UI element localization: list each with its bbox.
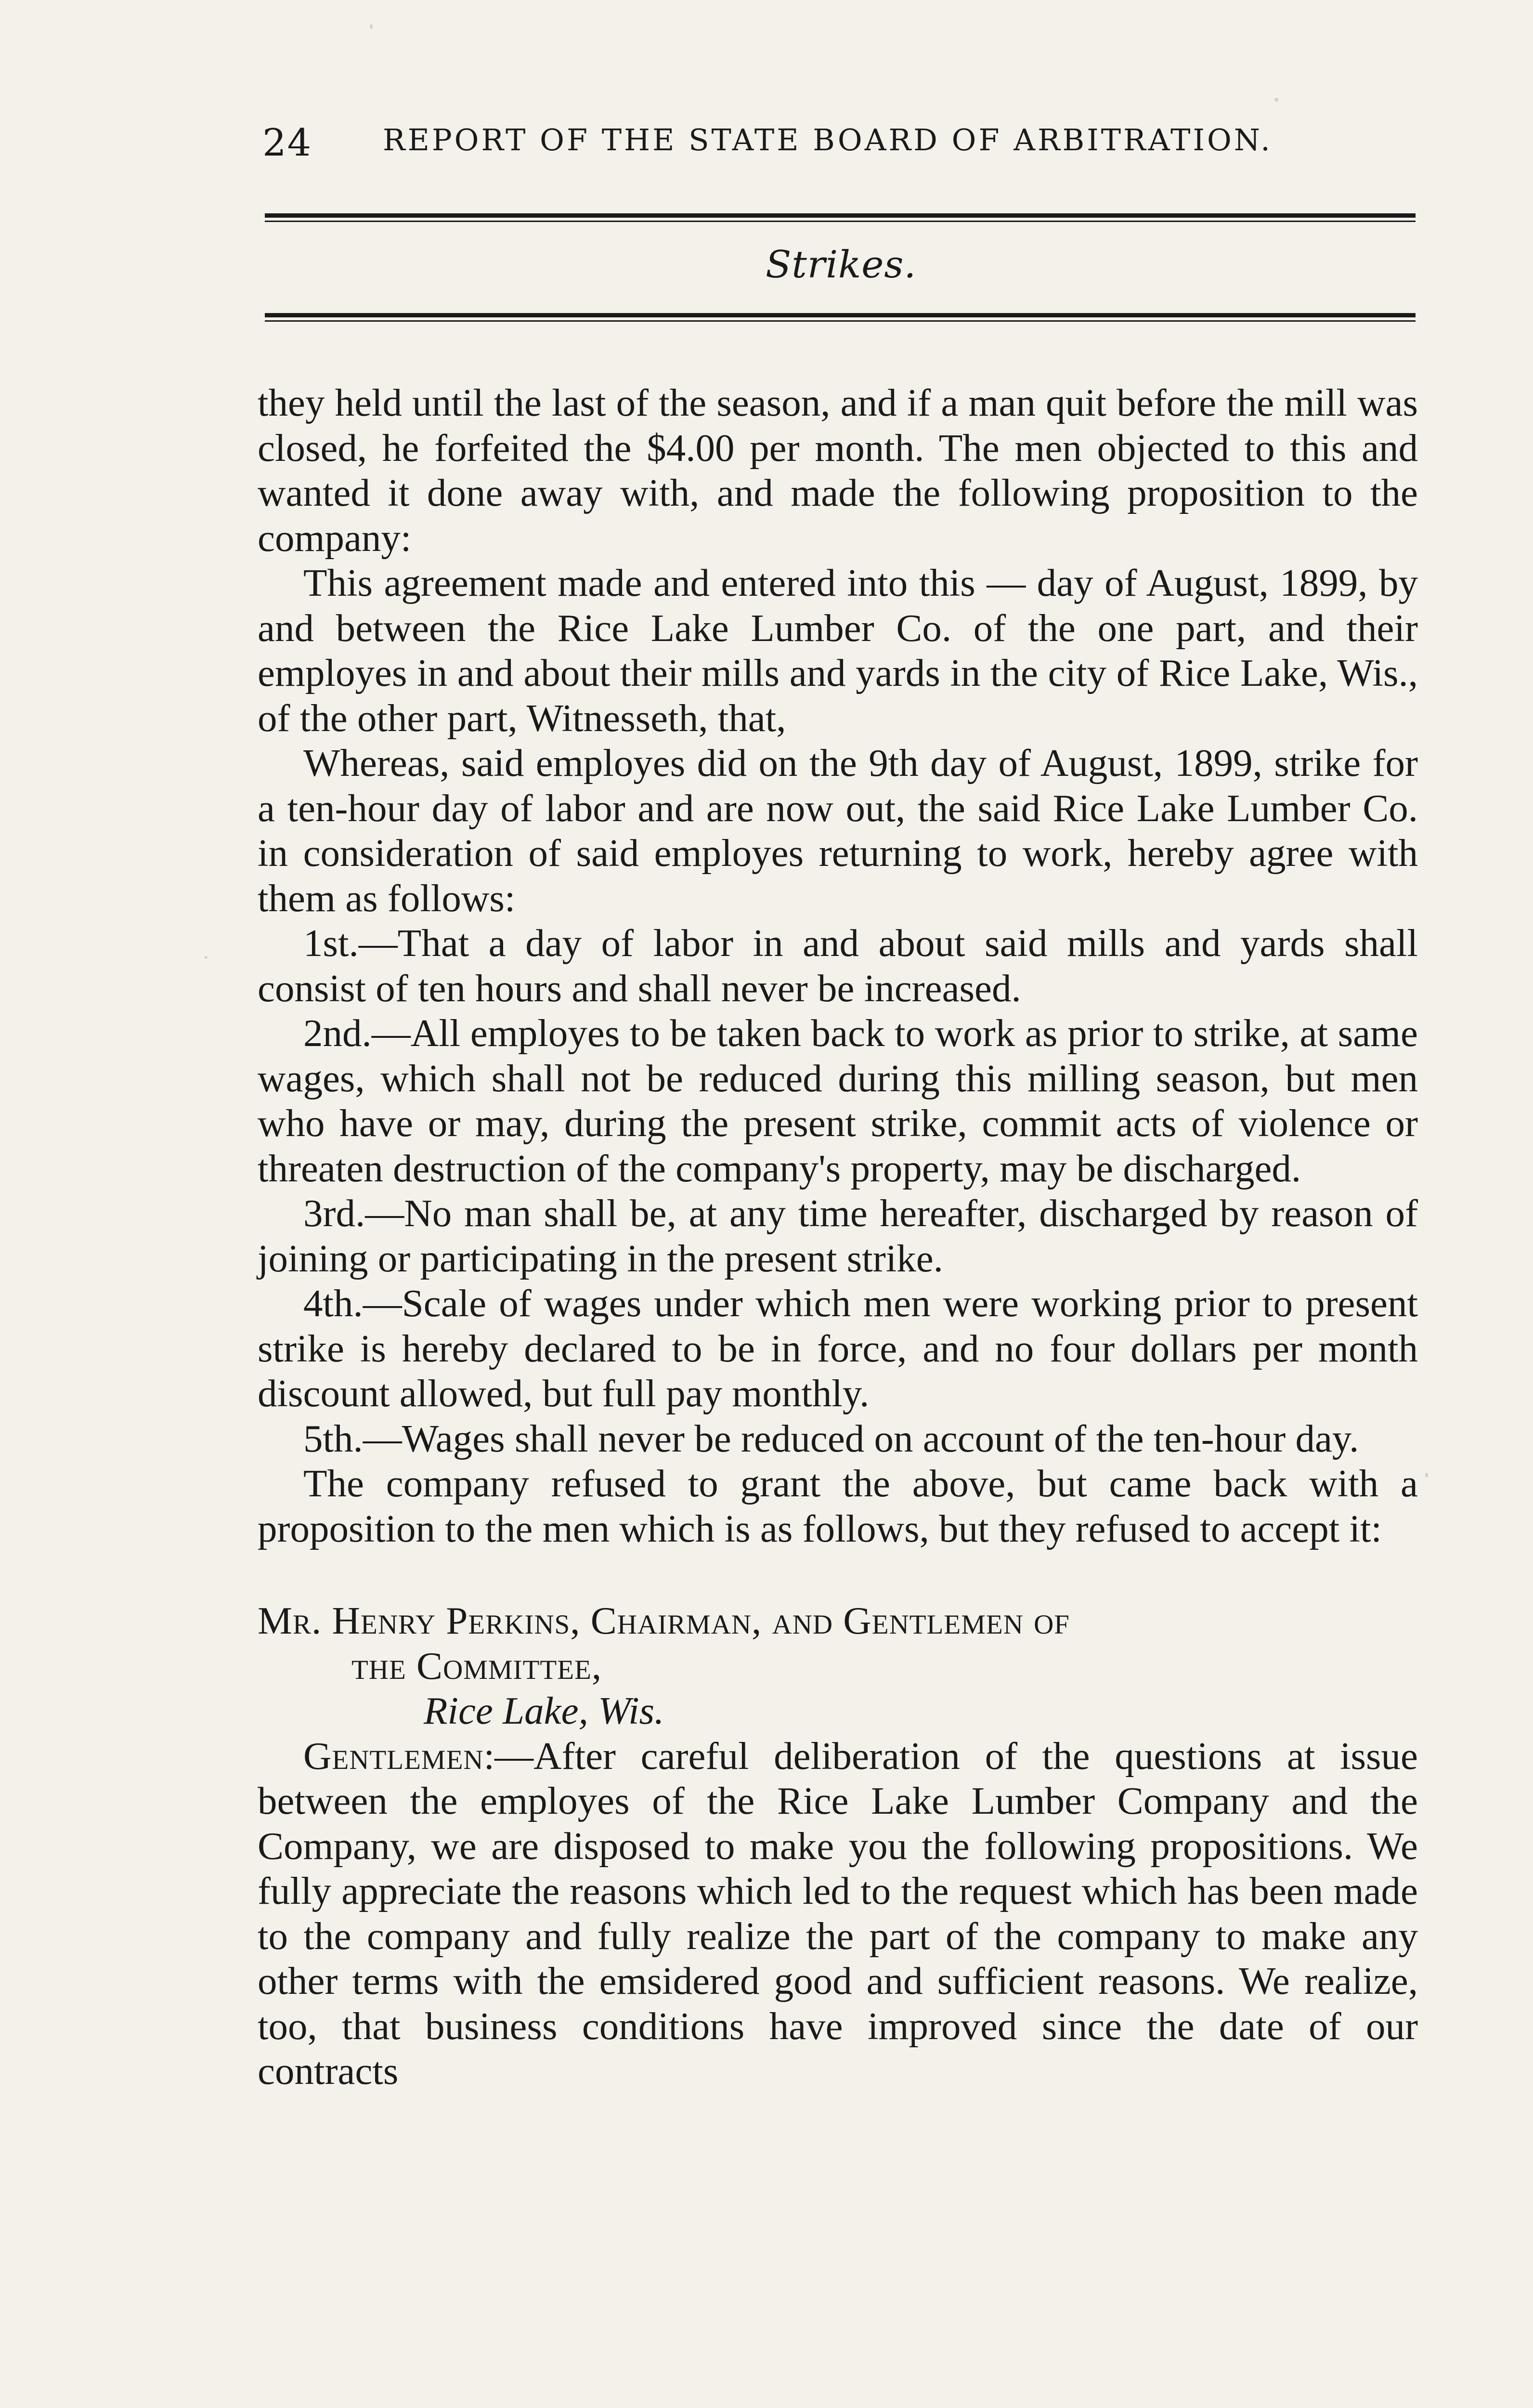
paragraph-spacer (258, 1551, 1418, 1598)
header-rule-top (265, 213, 1416, 218)
paragraph-agreement: This agreement made and entered into this — day of August, 1899, by and between the Rice Lake Lumber Co. of the one part, and their employes in and about their mills and yards in the city of Rice Lake, Wis., of the other part, Witnesseth, that, (258, 561, 1418, 740)
salutation-line-2: the Committee, (351, 1644, 602, 1688)
clause-4th: 4th.—Scale of wages under which men were working prior to present strike is hereby declared to be in force, and no four dollars per month discount allowed, but full pay monthly. (258, 1282, 1418, 1415)
ink-speck (370, 24, 373, 29)
page-header (262, 116, 1418, 169)
page-number: 24 (262, 121, 312, 165)
paragraph-whereas: Whereas, said employes did on the 9th day of August, 1899, strike for a ten-hour day of labor and are now out, the said Rice Lake Lumber Co. in consideration of said employes returning to work, hereby agree with them as follows: (258, 741, 1418, 920)
clause-1st: 1st.—That a day of labor in and about said mills and yards shall consist of ten hours and shall never be increased. (258, 921, 1418, 1010)
gentlemen-label: Gentlemen (303, 1734, 484, 1778)
paragraph-continuation: they held until the last of the season, and if a man quit before the mill was closed, he forfeited the $4.00 per month. The men objected to this and wanted it done away with, and made the following proposition to the company: (258, 381, 1418, 560)
ink-speck (1274, 98, 1278, 102)
paragraph-company-refused: The company refused to grant the above, but came back with a proposition to the men which is as follows, but they refused to accept it: (258, 1462, 1418, 1550)
body-text (258, 380, 1418, 2094)
salutation-line-1: Mr. Henry Perkins, Chairman, and Gentlemen of (258, 1599, 1070, 1642)
running-title: REPORT OF THE STATE BOARD OF ARBITRATION. (383, 122, 1273, 157)
salutation-place: Rice Lake, Wis. (424, 1689, 664, 1732)
letter-body-text: :—After careful deliberation of the questions at issue between the employes of the Rice Lake Lumber Company and the Company, we are disposed to make you the following propositions. We fully appreciate the reasons which led to the request which has been made to the company and fully realize the part of the company to make any other terms with the emsidered good and sufficient reasons. We realize, too, that business conditions have improved since the date of our contracts (258, 1734, 1418, 2093)
header-rule-bottom-thin (265, 320, 1416, 322)
ink-speck (1425, 1473, 1428, 1478)
header-rule-top-thin (265, 221, 1416, 222)
clause-5th: 5th.—Wages shall never be reduced on account of the ten-hour day. (303, 1416, 1359, 1460)
clause-3rd: 3rd.—No man shall be, at any time hereafter, discharged by reason of joining or participating in the present strike. (258, 1191, 1418, 1280)
ink-speck (205, 956, 208, 959)
paragraph-letter-body (258, 1734, 1418, 2094)
section-title: Strikes. (766, 243, 917, 287)
clause-2nd: 2nd.—All employes to be taken back to work as prior to strike, at same wages, which shall not be reduced during this milling season, but men who have or may, during the present strike, commit acts of violence or threaten destruction of the company's property, may be discharged. (258, 1011, 1418, 1190)
header-rule-bottom (265, 313, 1416, 317)
